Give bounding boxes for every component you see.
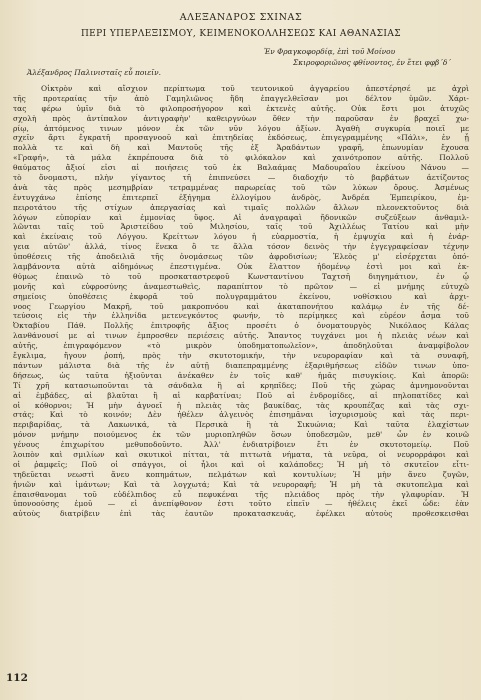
body-line: οἱ κόθορνοι; Ἡ μὴν ἀγνοεῖ ἡ πλειὰς τὰς βαυκίδας, τὰς κρουπέζας καὶ τὰς σχι- bbox=[13, 400, 469, 410]
epigraph bbox=[256, 47, 451, 68]
body-line: δήσεως, ὡς ταῦτα ἠξιοῦνται ἀνέκαθεν ἐν τοῖς καθ' ἡμᾶς πισυγκίοις. Καὶ ἀπορῶ: bbox=[13, 370, 469, 380]
body-line: περιβαρίδας, τὰ Λακωνικά, τὰ Περσικὰ ἢ τὰ Σικυώνια; Καὶ ταῦτα ἐλαχίστων bbox=[13, 420, 469, 430]
body-line: αἱ ἐμβάδες, αἱ βλαῦται ἢ αἱ καρβατίναι; Ποῦ αἱ ἐνδρομίδες, αἱ πηλοπατίδες καὶ bbox=[13, 390, 469, 400]
body-line: λαμβάνοντα αὐτὰ αἰδημόνως ἐπεστιγμένα. Οὐκ ἔλαττον ἡδομένῳ ἐστὶ μοι καὶ ἐκ- bbox=[13, 262, 469, 272]
body-line: τῆς προτεραίας τῆν ἀπὸ Γαμηλιῶνος ἤδη ἐπαγγελθεῖσαν μοι δέλτον ὑμῶν. Χάρι- bbox=[13, 93, 469, 103]
body-line: μονῆς καὶ εὐφροσύνης ἀναμεστωθεὶς, παραπίπτον τὸ πρῶτον — εἰ μνήμης εὐτυχῶ bbox=[13, 281, 469, 291]
body-line: νοος Γεωργίου Μακρῆ, τοῦ μακροπνόου καὶ ἀκαταπονήτου καλάμῳ ἐν τῆς δέ- bbox=[13, 301, 469, 311]
body-line: Τί χρῆ κατασιωποῦνται τὰ σάνδαλα ἢ αἱ κρηπῖδες; Ποῦ τῆς χώρας ἀμνημονοῦνται bbox=[13, 380, 469, 390]
body-line: πειροτάτου τῆς στίχων ἀπεργασίας καὶ τιμαῖς πολλῶν ἄλλων πλεονεκτοῦντος διὰ bbox=[13, 202, 469, 212]
salutation: Ἀλέξανδρος Παλινισταῖς εὖ ποιεῖν. bbox=[27, 68, 161, 77]
body-line: ἀνὰ τὰς πρὸς μεσημβρίαν τετραμμένας παρωρείας τοῦ τῶν λύκων ὄρους. Ἀσμένως bbox=[13, 182, 469, 192]
body-line: μόνον μνήμην ποιούμενος ἐκ τῶν μυριοπληθῶν ὅσων ὑποδεσμῶν, μεθ' ὧν ἐν κοινῶ bbox=[13, 430, 469, 440]
body-text bbox=[13, 84, 469, 519]
body-line: λοιπὸν καὶ σμιλίων καὶ σκυτικοὶ πίτται, τὰ πιττωτὰ νήματα, τὰ νεῦρα, οἱ νευρορράφοι καὶ bbox=[13, 449, 469, 459]
body-line: τας φέρω ὑμῖν διὰ τὸ φιλοπροσήγορον καὶ ἐκτενὲς αὐτῆς. Οὐκ ἔστι μοι ἀτυχῶς bbox=[13, 103, 469, 113]
body-line: πάντων μάλιστα διὰ τῆς ἐν αὐτῇ διαπεπραμμένης ἐξαριθμήσεως εἰδῶν τινων ὑπο- bbox=[13, 360, 469, 370]
body-line: ρίῳ, ἀπτόμενος τινων μόνον ἐκ τῶν νῦν λόγου ἀξίων. Ἀγαθὴ συγκυρία ποιεῖ με bbox=[13, 123, 469, 133]
body-line: πολλὰ τε καὶ δὴ καὶ Μαντοῦς τῆς ἐξ Ἀραδάντων γραφῆ, ἐπωνυμίαν ἔχουσα bbox=[13, 143, 469, 153]
body-line: τεύσοις εἰς τὴν ἑλληνίδα μετενεγκόντος φωνήν, τὸ περίμηκες καὶ εὑρέον ἆσμα τοῦ bbox=[13, 311, 469, 321]
body-line: ἐντυγχάνω ἐπίσης ἐπιτερπεῖ ἐξήγημα ἐλλογίμου ἀνδρὸς, Ἀνδρέα Ἐμπειρίκου, ἐμ- bbox=[13, 192, 469, 202]
body-line: ὑπονοούσης ἐμοῦ — εἰ ἀνεπίφθονον ἐστι τοῦτο εἰπεῖν — ἠθέλεις ἐκεῖ ὧδε: ἐὰν bbox=[13, 499, 469, 509]
author-name: ΑΛΕΞΑΝΔΡΟΣ ΣΧΙΝΑΣ bbox=[179, 12, 303, 23]
body-line: καὶ ἐκείναις τοῦ Λόγγου. Κρείττων λόγου ἡ εὐαρμοστία, ἡ ἐμψυχία καὶ ἡ ἐνάρ- bbox=[13, 232, 469, 242]
epigraph-line-2: Σκιροφοριῶνος φθίνοντος, ἐν ἔτει φφβ΄δ΄ bbox=[293, 57, 451, 67]
body-line: αὐτῆς, ἐπιγραφόμενον «τὸ μικρὸν ὑποδηματοπωλεῖον», ἀποδηλοῦται ἀναμφίβολον bbox=[13, 341, 469, 351]
body-line: λόγων εὐπορίαν καὶ ἐμμονίας ὕφος. Αἱ ἀναγραφαὶ ἤδονικῶν συζεύξεων ἀνθαμιλ- bbox=[13, 212, 469, 222]
body-line: ἐπαισθανομαι τοῦ εὐδέλπιδος εὖ πεφυκέναι τῆς πλειάδος πρὸς τὴν γλαφυρίαν. Ἡ bbox=[13, 489, 469, 499]
body-line: Ὀκταβίου Πάθ. Πολλῆς ἐπιτροφῆς ἄξιος προσέτι ὁ ὀνοματουργὸς Νικόλαος Κάλας bbox=[13, 321, 469, 331]
body-line: τηδεῦεται νεωστὶ ἄνευ κοπημάτων, πελμάτων καὶ κοντυλίων; Ἡ μὴν ἄνευ ζυγῶν, bbox=[13, 469, 469, 479]
body-line: Οἰκτρὸν καὶ αἴσχιον περίπτωμα τοῦ τευτονικοῦ ἀγγαρείου ἀπεστέρησέ με ἀχρὶ bbox=[41, 84, 469, 93]
article-title: ΠΕΡΙ ΥΠΕΡΛΕΞΙΣΜΟΥ, ΚΕΙΜΕΝΟΚΟΛΛΗΣΕΩΣ ΚΑΙ ΑΘΑΝΑΣΙΑΣ bbox=[80, 29, 402, 39]
body-line: οἱ ῥαμφεῖς; Ποῦ οἱ σπάγγοι, οἱ ἧλοι καὶ οἱ καλάποδες; Ἡ μὴ τὸ σκυτεῖον εἶτι- bbox=[13, 459, 469, 469]
body-line: τὸ ὄνομαστι, πλὴν γίγαντος τῆ ἐπιπνεύσει — διαδοχήν τὸ βαρβάτων ἀετίζοντος bbox=[13, 173, 469, 183]
body-line: ἔγκλιμα, ἤγουν ῥοπή, πρὸς τὴν σκυτοτομικήν, τὴν νευροραφίαν καὶ τὰ συναφῆ, bbox=[13, 351, 469, 361]
epigraph-line-1: Ἐν Φραγκοφορδίᾳ, ἐπὶ τοῦ Μοίνου bbox=[264, 47, 396, 56]
body-line: σχεῖν ἄρτι ἔγκρατῆ προσαγνοοῦ καὶ ἐπιτηδείας ἐκδόσεως, ἐπιγεγραμμένης «Πάλι», ἐν ᾗ bbox=[13, 133, 469, 143]
body-line: σημείοις ὑποθέσεις ἐκφορᾶ τοῦ πολυγραμμάτου ἐκείνου, νοθίσκιου καὶ ἀρχι- bbox=[13, 291, 469, 301]
body-line: λῶνται ταῖς τοῦ Ἀριστείδου τοῦ Μιλησίου, ταῖς τοῦ Ἀχιλλέως Τατίου καὶ μὴν bbox=[13, 222, 469, 232]
body-line: θαύματος ἄξιοί εἰσι αἱ ποιήσεις τοῦ ἐκ Βαλαάμας Μαδουραΐου ἐκείνου Νάνου — bbox=[13, 163, 469, 173]
page-number: 112 bbox=[6, 672, 28, 684]
body-line: ἡνιῶν καὶ ἱμάντων; Καὶ τὰ λογχωτά; Καὶ τὰ νευροραφῆ; Ἡ μὴ τὰ σκυτοπελμα καὶ bbox=[13, 479, 469, 489]
body-line: «Γραφή», τὰ μάλα ἐκπρέπουσα διὰ τὸ φιλόκαλον καὶ χαινότροπον αὐτῆς. Πολλοῦ bbox=[13, 153, 469, 163]
body-line: θύμως ἐπαινῶ τὸ τοῦ προσκαταστρεφοῦ Κωνσταντίνου Ταχτσῆ διηγημάτιον, ἐν ᾧ bbox=[13, 271, 469, 281]
body-line: στάς; Καὶ τὸ κοινόν; Δὲν ἠθέλεν ἀλγεινὸς ἐπισημᾶναι ἰσχυρισμοὺς καὶ τὰς περι- bbox=[13, 410, 469, 420]
body-line: λανθάνουσί με αἱ τινων ἐμπροσθεν περιέσεις αὐτῆς. Ἄπαντος τυγχάνει μοι ἡ πλειὰς νέων καὶ bbox=[13, 331, 469, 341]
body-line: σχολὴ πρὸς ἀντίπαλον ἀντιγραφὴν' καθειργνύων ὅθεν τὴν παροῦσαν ἐν βραχεῖ χω- bbox=[13, 113, 469, 123]
body-line: αὐτοὺς διατρίβειν ἐπὶ τὰς ἑαυτῶν προκατασκευάς, ἐφέλκει αὐτοὺς προθεσκεισθαι bbox=[13, 509, 469, 519]
body-line: γεια αὐτῶν' ἀλλά, τίνος ἕνεκα ὃ τε ἄλλα τόσον δεινὸς τὴν ἐγγεγραφείσαν τέχνην bbox=[13, 242, 469, 252]
body-line: ὑποθέσεις τῆς ἀποδειλιᾶ τῆς ὀνομάσεως τῶν ἀφροδισίων; Ἐλεὸς μ' εἰσέρχεται ὁπό- bbox=[13, 252, 469, 262]
body-line: γένους ἐπιχωρίτου μεθυποδοῦντο. Ἀλλ' ἐνδιατρίβοιεν ἔτι ἐν σκυτοτομείῳ. Ποῦ bbox=[13, 440, 469, 450]
